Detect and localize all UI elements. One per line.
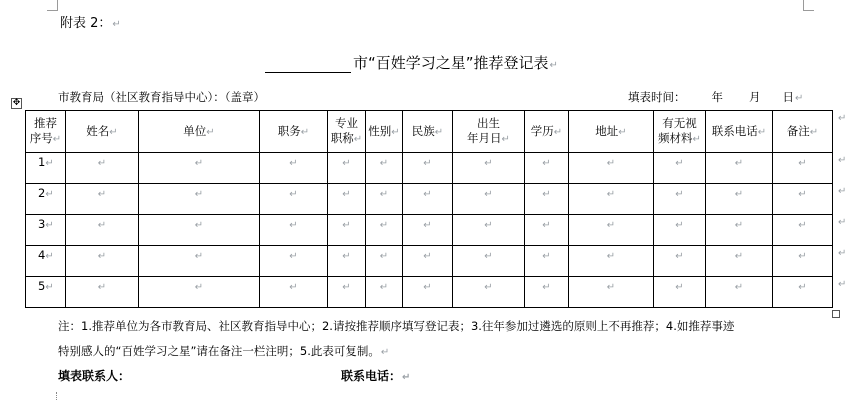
table-cell[interactable]	[366, 277, 403, 308]
table-cell[interactable]	[706, 215, 773, 246]
cell-end-mark: ↵	[692, 134, 701, 145]
table-header-row	[26, 111, 833, 153]
table-cell[interactable]	[706, 277, 773, 308]
cell-end-mark: ↵	[757, 126, 767, 138]
table-cell[interactable]	[569, 153, 654, 184]
cursor-mark	[56, 392, 58, 400]
column-header	[453, 111, 525, 153]
table-cell[interactable]	[525, 153, 569, 184]
cell-end-mark: ↵	[289, 158, 298, 169]
cell-end-mark: ↵	[109, 126, 118, 138]
cell-end-mark: ↵	[606, 189, 616, 200]
cell-end-mark: ↵	[798, 251, 807, 262]
cell-end-mark: ↵	[809, 126, 819, 138]
cell-end-mark: ↵	[194, 251, 204, 262]
table-cell[interactable]	[654, 184, 706, 215]
row-end-mark: ↵	[838, 112, 847, 124]
table-cell[interactable]	[453, 277, 525, 308]
row-number: 5	[38, 279, 46, 293]
cell-end-mark: ↵	[194, 282, 204, 293]
contact-phone-label: 联系电话：↵	[341, 369, 411, 383]
table-cell[interactable]	[569, 215, 654, 246]
cell-end-mark: ↵	[379, 189, 389, 200]
table-row	[26, 215, 833, 246]
table-cell[interactable]	[654, 246, 706, 277]
column-header	[26, 111, 66, 153]
cell-end-mark: ↵	[206, 126, 215, 138]
column-header-label: 姓名	[86, 123, 110, 138]
note-line-1: 注：1.推荐单位为各市教育局、社区教育指导中心；2.请按推荐顺序填写登记表；3.往年参加过遴选的原则上不再推荐；4.如推荐事迹	[58, 319, 735, 333]
column-header	[569, 111, 654, 153]
cell-end-mark: ↵	[342, 220, 351, 231]
cell-end-mark: ↵	[45, 158, 54, 169]
cell-end-mark: ↵	[391, 126, 400, 138]
table-cell[interactable]	[525, 184, 569, 215]
row-number: 2	[38, 186, 46, 200]
cell-end-mark: ↵	[289, 189, 298, 200]
table-cell[interactable]	[66, 215, 139, 246]
margin-corner-mark	[47, 0, 58, 11]
row-number: 3	[38, 217, 46, 231]
column-header	[706, 111, 773, 153]
organization-line: 市教育局（社区教育指导中心）：（盖章）	[58, 90, 265, 104]
row-end-mark: ↵	[838, 278, 847, 290]
table-cell[interactable]	[773, 153, 833, 184]
cell-end-mark: ↵	[52, 134, 62, 145]
column-header-label: 职务	[277, 123, 301, 138]
column-header-label: 民族	[411, 123, 435, 138]
row-end-mark: ↵	[838, 216, 847, 228]
cell-end-mark: ↵	[484, 282, 493, 293]
table-cell[interactable]	[139, 215, 260, 246]
cell-end-mark: ↵	[423, 220, 432, 231]
table-cell[interactable]	[453, 184, 525, 215]
margin-corner-mark	[803, 0, 814, 11]
column-header-label: 专业	[335, 116, 358, 130]
cell-end-mark: ↵	[675, 158, 684, 169]
cell-end-mark: ↵	[542, 282, 551, 293]
column-header	[260, 111, 328, 153]
table-cell[interactable]	[525, 246, 569, 277]
table-move-handle-icon[interactable]: ✥	[12, 98, 21, 108]
cell-end-mark: ↵	[484, 189, 493, 200]
cell-end-mark: ↵	[194, 220, 204, 231]
cell-end-mark: ↵	[553, 126, 563, 138]
cell-end-mark: ↵	[675, 282, 684, 293]
form-title: 市“百姓学习之星”推荐登记表↵	[265, 52, 558, 73]
column-header	[366, 111, 403, 153]
cell-end-mark: ↵	[289, 282, 298, 293]
table-cell[interactable]	[328, 215, 366, 246]
table-cell[interactable]	[260, 215, 328, 246]
column-header-label: 年月日	[467, 131, 502, 145]
column-header	[654, 111, 706, 153]
table-cell[interactable]	[139, 153, 260, 184]
cell-end-mark: ↵	[97, 220, 107, 231]
column-header-label: 频材料	[658, 131, 693, 145]
table-cell[interactable]	[260, 184, 328, 215]
table-cell[interactable]	[366, 153, 403, 184]
column-header-label: 序号	[29, 131, 53, 145]
row-end-mark: ↵	[838, 185, 847, 197]
table-cell[interactable]	[403, 277, 453, 308]
row-number-cell[interactable]	[26, 153, 66, 184]
table-cell[interactable]	[706, 153, 773, 184]
cell-end-mark: ↵	[423, 251, 432, 262]
cell-end-mark: ↵	[606, 158, 616, 169]
table-cell[interactable]	[654, 153, 706, 184]
cell-end-mark: ↵	[798, 189, 807, 200]
row-number: 4	[38, 248, 46, 262]
table-row	[26, 153, 833, 184]
table-cell[interactable]	[139, 277, 260, 308]
row-number-cell[interactable]	[26, 246, 66, 277]
cell-end-mark: ↵	[379, 220, 389, 231]
cell-end-mark: ↵	[798, 158, 807, 169]
cell-end-mark: ↵	[45, 220, 54, 231]
table-cell[interactable]	[706, 184, 773, 215]
table-cell[interactable]	[525, 215, 569, 246]
cell-end-mark: ↵	[734, 189, 744, 200]
cell-end-mark: ↵	[342, 189, 351, 200]
table-cell[interactable]	[453, 246, 525, 277]
cell-end-mark: ↵	[606, 220, 616, 231]
column-header-label: 推荐	[34, 116, 57, 130]
cell-end-mark: ↵	[606, 251, 616, 262]
table-cell[interactable]	[66, 153, 139, 184]
table-cell[interactable]	[773, 246, 833, 277]
table-cell[interactable]	[328, 153, 366, 184]
row-end-mark: ↵	[838, 154, 847, 166]
cell-end-mark: ↵	[45, 251, 54, 262]
cell-end-mark: ↵	[542, 251, 551, 262]
cell-end-mark: ↵	[501, 134, 510, 145]
row-number-cell[interactable]	[26, 184, 66, 215]
cell-end-mark: ↵	[798, 282, 807, 293]
table-cell[interactable]	[654, 277, 706, 308]
cell-end-mark: ↵	[542, 220, 551, 231]
cell-end-mark: ↵	[97, 251, 107, 262]
table-cell[interactable]	[453, 153, 525, 184]
table-cell[interactable]	[66, 277, 139, 308]
cell-end-mark: ↵	[484, 158, 493, 169]
table-cell[interactable]	[328, 246, 366, 277]
table-cell[interactable]	[654, 215, 706, 246]
table-cell[interactable]	[139, 246, 260, 277]
table-cell[interactable]	[569, 246, 654, 277]
appendix-label: 附表 2：↵	[60, 16, 121, 31]
column-header-label: 地址	[595, 123, 619, 138]
table-cell[interactable]	[66, 184, 139, 215]
table-cell[interactable]	[66, 246, 139, 277]
table-cell[interactable]	[366, 184, 403, 215]
cell-end-mark: ↵	[342, 282, 351, 293]
row-number: 1	[38, 155, 46, 169]
table-cell[interactable]	[773, 184, 833, 215]
table-cell[interactable]	[139, 184, 260, 215]
table-cell[interactable]	[773, 215, 833, 246]
note-line-2: 特别感人的“百姓学习之星”请在备注一栏注明；5.此表可复制。↵	[58, 344, 390, 358]
column-header-label: 备注	[786, 123, 810, 138]
cell-end-mark: ↵	[734, 251, 744, 262]
cell-end-mark: ↵	[45, 189, 54, 200]
table-cell[interactable]	[403, 184, 453, 215]
cell-end-mark: ↵	[484, 220, 493, 231]
column-header	[525, 111, 569, 153]
table-cell[interactable]	[366, 246, 403, 277]
column-header-label: 单位	[183, 123, 207, 138]
table-cell[interactable]	[260, 246, 328, 277]
cell-end-mark: ↵	[353, 134, 363, 145]
column-header-label: 学历	[530, 123, 554, 138]
column-header-label: 职称	[330, 131, 354, 145]
table-resize-handle[interactable]	[832, 310, 840, 318]
table-row	[26, 184, 833, 215]
cell-end-mark: ↵	[423, 158, 432, 169]
cell-end-mark: ↵	[289, 251, 298, 262]
column-header	[66, 111, 139, 153]
table-row	[26, 246, 833, 277]
registration-table	[25, 110, 833, 308]
cell-end-mark: ↵	[342, 158, 351, 169]
table-cell[interactable]	[569, 184, 654, 215]
table-cell[interactable]	[260, 153, 328, 184]
cell-end-mark: ↵	[542, 158, 551, 169]
table-cell[interactable]	[366, 215, 403, 246]
cell-end-mark: ↵	[484, 251, 493, 262]
table-row	[26, 277, 833, 308]
cell-end-mark: ↵	[606, 282, 616, 293]
cell-end-mark: ↵	[675, 251, 684, 262]
table-cell[interactable]	[403, 215, 453, 246]
cell-end-mark: ↵	[45, 282, 54, 293]
cell-end-mark: ↵	[194, 158, 204, 169]
table-cell[interactable]	[403, 246, 453, 277]
cell-end-mark: ↵	[798, 220, 807, 231]
cell-end-mark: ↵	[97, 158, 107, 169]
cell-end-mark: ↵	[675, 220, 684, 231]
row-number-cell[interactable]	[26, 277, 66, 308]
table-cell[interactable]	[569, 277, 654, 308]
cell-end-mark: ↵	[379, 251, 389, 262]
cell-end-mark: ↵	[423, 282, 432, 293]
table-cell[interactable]	[453, 215, 525, 246]
cell-end-mark: ↵	[542, 189, 551, 200]
table-cell[interactable]	[773, 277, 833, 308]
cell-end-mark: ↵	[194, 189, 204, 200]
column-header-label: 联系电话	[711, 123, 758, 138]
cell-end-mark: ↵	[342, 251, 351, 262]
table-cell[interactable]	[525, 277, 569, 308]
cell-end-mark: ↵	[289, 220, 298, 231]
cell-end-mark: ↵	[379, 282, 389, 293]
cell-end-mark: ↵	[734, 158, 744, 169]
cell-end-mark: ↵	[734, 282, 744, 293]
cell-end-mark: ↵	[97, 282, 107, 293]
cell-end-mark: ↵	[434, 126, 444, 138]
column-header	[139, 111, 260, 153]
cell-end-mark: ↵	[97, 189, 107, 200]
table-cell[interactable]	[328, 277, 366, 308]
city-blank[interactable]	[265, 56, 351, 73]
cell-end-mark: ↵	[734, 220, 744, 231]
column-header	[403, 111, 453, 153]
table-cell[interactable]	[260, 277, 328, 308]
row-end-mark: ↵	[838, 247, 847, 259]
table-cell[interactable]	[706, 246, 773, 277]
fill-date-line: 填表时间： 年 月 日↵	[628, 90, 804, 104]
cell-end-mark: ↵	[423, 189, 432, 200]
table-cell[interactable]	[328, 184, 366, 215]
column-header-label: 有无视	[662, 116, 697, 130]
contact-person-label: 填表联系人：	[58, 369, 131, 383]
column-header-label: 出生	[477, 116, 500, 130]
row-number-cell[interactable]	[26, 215, 66, 246]
cell-end-mark: ↵	[300, 126, 310, 138]
table-cell[interactable]	[403, 153, 453, 184]
column-header	[328, 111, 366, 153]
cell-end-mark: ↵	[379, 158, 389, 169]
column-header-label: 性别	[368, 123, 392, 138]
cell-end-mark: ↵	[618, 126, 627, 138]
cell-end-mark: ↵	[675, 189, 684, 200]
column-header	[773, 111, 833, 153]
